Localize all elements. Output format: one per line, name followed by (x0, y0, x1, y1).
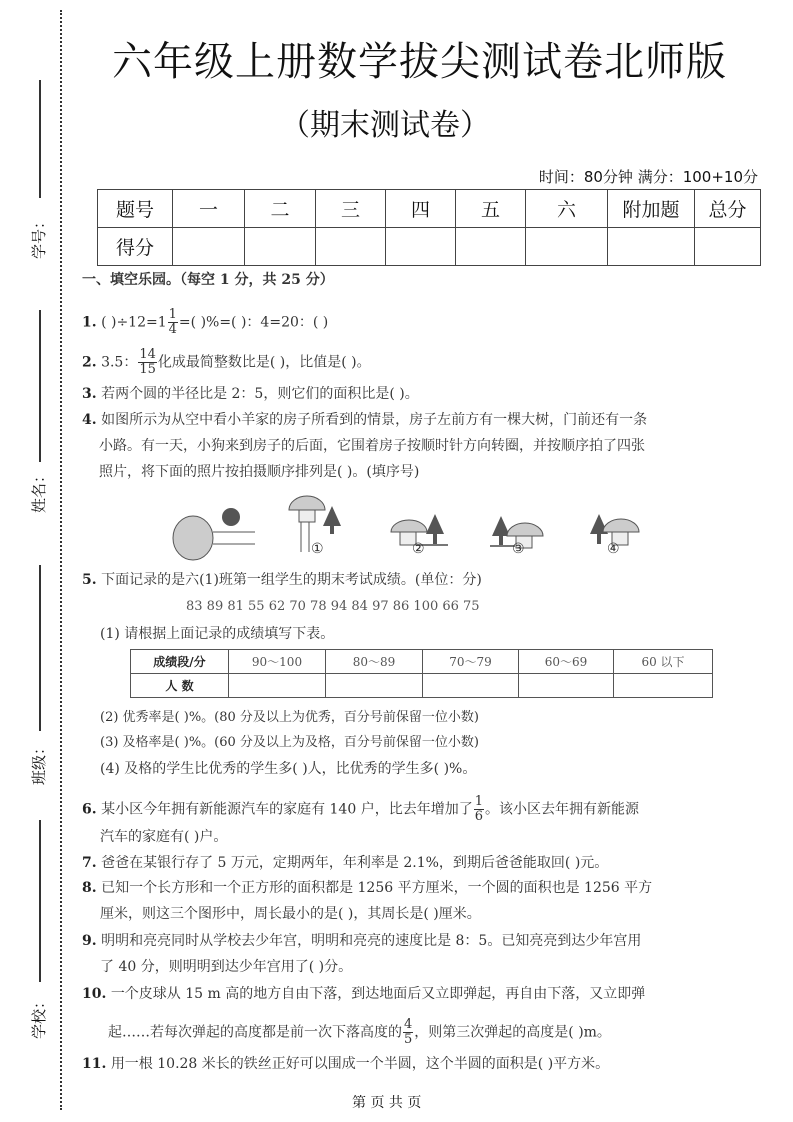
question-text: 了 40 分，则明明到达少年宫用了( )分。 (100, 959, 353, 975)
question-text: 起……若每次弹起的高度都是前一次下落高度的 (108, 1024, 402, 1041)
question-text: 3.5： (101, 354, 138, 371)
sub-question: (3) 及格率是( )%。(60 分及以上为及格，百分号前保留一位小数) (100, 735, 479, 750)
student-id-label: 学号： (30, 213, 49, 260)
grades-header: 60 以下 (614, 650, 713, 674)
grades-cell[interactable] (326, 674, 423, 698)
question-number: 1. (82, 314, 97, 331)
question-text: 。该小区去年拥有新能源 (484, 801, 639, 818)
question-number: 3. (82, 386, 97, 402)
question-text: 照片，将下面的照片按拍摄顺序排列是( )。(填序号) (99, 464, 420, 480)
question-number: 4. (82, 412, 97, 428)
grades-cell[interactable] (229, 674, 326, 698)
question-1 (82, 308, 328, 337)
class-label: 班级： (30, 739, 49, 786)
sub-question: (2) 优秀率是( )%。(80 分及以上为优秀，百分号前保留一位小数) (100, 710, 479, 725)
score-cell[interactable] (173, 228, 245, 266)
cut-line (60, 10, 62, 1110)
question-number: 11. (82, 1056, 107, 1072)
name-line (39, 310, 41, 462)
time-score-info: 时间：80分钟 满分：100+10分 (538, 168, 758, 186)
question-text: ( )÷12=1 (101, 314, 167, 331)
question-10-line2 (108, 1018, 611, 1047)
grades-header: 80～89 (326, 650, 423, 674)
question-text: 小路。有一天，小狗来到房子的后面，它围着房子按顺时针方向转圈，并按顺序拍了四张 (99, 438, 645, 454)
question-text: 下面记录的是六(1)班第一组学生的期末考试成绩。(单位：分) (101, 572, 482, 588)
photo-label: ① (311, 541, 324, 557)
score-cell[interactable] (608, 228, 695, 266)
page-footer: 第 页 共 页 (352, 1095, 422, 1111)
grades-cell[interactable] (423, 674, 519, 698)
score-cell[interactable] (386, 228, 456, 266)
question-text: 如图所示为从空中看小羊家的房子所看到的情景，房子左前方有一棵大树，门前还有一条 (101, 412, 648, 428)
question-text: 爸爸在某银行存了 5 万元，定期两年，年利率是 2.1%，到期后爸爸能取回( )元。 (101, 855, 609, 871)
score-cell[interactable] (526, 228, 608, 266)
score-cell[interactable] (245, 228, 316, 266)
question-text: =( )%=( )：4=20：( ) (178, 314, 329, 331)
question-9 (82, 932, 641, 950)
photo-label: ② (412, 541, 425, 557)
question-11 (82, 1055, 609, 1073)
header-cell: 三 (316, 190, 386, 228)
grades-header: 70～79 (423, 650, 519, 674)
question-6 (82, 795, 639, 824)
fraction: $\frac{4}{5}$ (404, 1017, 413, 1047)
class-line (39, 565, 41, 731)
question-2 (82, 348, 371, 377)
question-text: 一个皮球从 15 m 高的地方自由下落，到达地面后又立即弹起，再自由下落，又立即弹 (110, 986, 646, 1002)
fraction: $\frac{1}{6}$ (474, 794, 483, 824)
score-list: 83 89 81 55 62 70 78 94 84 97 86 100 66 75 (186, 599, 480, 614)
question-7 (82, 854, 608, 872)
question-number: 6. (82, 801, 97, 818)
score-cell[interactable] (695, 228, 761, 266)
header-cell: 一 (173, 190, 245, 228)
header-cell: 附加题 (608, 190, 695, 228)
question-number: 5. (82, 572, 97, 588)
q4-figures (165, 492, 655, 562)
grades-cell[interactable] (519, 674, 614, 698)
name-label: 姓名： (30, 467, 49, 514)
grades-header: 60～69 (519, 650, 614, 674)
header-cell: 题号 (98, 190, 173, 228)
header-cell: 五 (456, 190, 526, 228)
question-number: 9. (82, 933, 97, 949)
school-line (39, 820, 41, 982)
question-number: 8. (82, 880, 97, 896)
student-id-line (39, 80, 41, 198)
grades-header: 90～100 (229, 650, 326, 674)
question-text: 明明和亮亮同时从学校去少年宫，明明和亮亮的速度比是 8：5。已知亮亮到达少年宫用 (101, 933, 642, 949)
page-title: 六年级上册数学拔尖测试卷北师版 (112, 39, 727, 85)
header-cell: 六 (526, 190, 608, 228)
question-text: 化成最简整数比是( )，比值是( )。 (157, 354, 371, 371)
question-text: 某小区今年拥有新能源汽车的家庭有 140 户，比去年增加了 (101, 801, 473, 818)
question-text: 用一根 10.28 米长的铁丝正好可以围成一个半圆，这个半圆的面积是( )平方米。 (110, 1056, 610, 1072)
sub-question: (1) 请根据上面记录的成绩填写下表。 (100, 626, 335, 642)
header-cell: 四 (386, 190, 456, 228)
question-number: 7. (82, 855, 97, 871)
question-text: 厘米，则这三个图形中，周长最小的是( )，其周长是( )厘米。 (100, 906, 481, 922)
school-label: 学校： (30, 993, 49, 1040)
question-3 (82, 385, 419, 403)
fraction: $\frac{1}{4}$ (168, 307, 177, 337)
header-cell: 总分 (695, 190, 761, 228)
fraction: $\frac{14}{15}$ (139, 347, 156, 377)
photo-label: ④ (607, 541, 620, 557)
grades-row-label: 人 数 (131, 674, 229, 698)
score-cell[interactable] (456, 228, 526, 266)
question-text: 汽车的家庭有( )户。 (100, 829, 228, 845)
score-table (97, 189, 761, 266)
section-title: 一、填空乐园。（每空 1 分，共 25 分） (82, 272, 334, 288)
question-number: 2. (82, 354, 97, 371)
question-text: 若两个圆的半径比是 2：5，则它们的面积比是( )。 (101, 386, 419, 402)
sub-question: (4) 及格的学生比优秀的学生多( )人，比优秀的学生多( )%。 (100, 761, 477, 777)
grades-table (130, 649, 713, 698)
question-5 (82, 571, 482, 589)
header-cell: 二 (245, 190, 316, 228)
page-subtitle: （期末测试卷） (280, 108, 490, 143)
question-number: 10. (82, 986, 107, 1002)
question-4 (82, 411, 647, 429)
top-view-figure (173, 508, 255, 560)
question-text: 已知一个长方形和一个正方形的面积都是 1256 平方厘米，一个圆的面积也是 1256 平方 (101, 880, 653, 896)
photo-label: ③ (512, 541, 525, 557)
grades-cell[interactable] (614, 674, 713, 698)
question-text: ，则第三次弹起的高度是( )m。 (414, 1024, 611, 1041)
question-8 (82, 879, 652, 897)
grades-header: 成绩段/分 (131, 650, 229, 674)
score-cell[interactable] (316, 228, 386, 266)
question-10 (82, 985, 645, 1003)
score-label: 得分 (98, 228, 173, 266)
